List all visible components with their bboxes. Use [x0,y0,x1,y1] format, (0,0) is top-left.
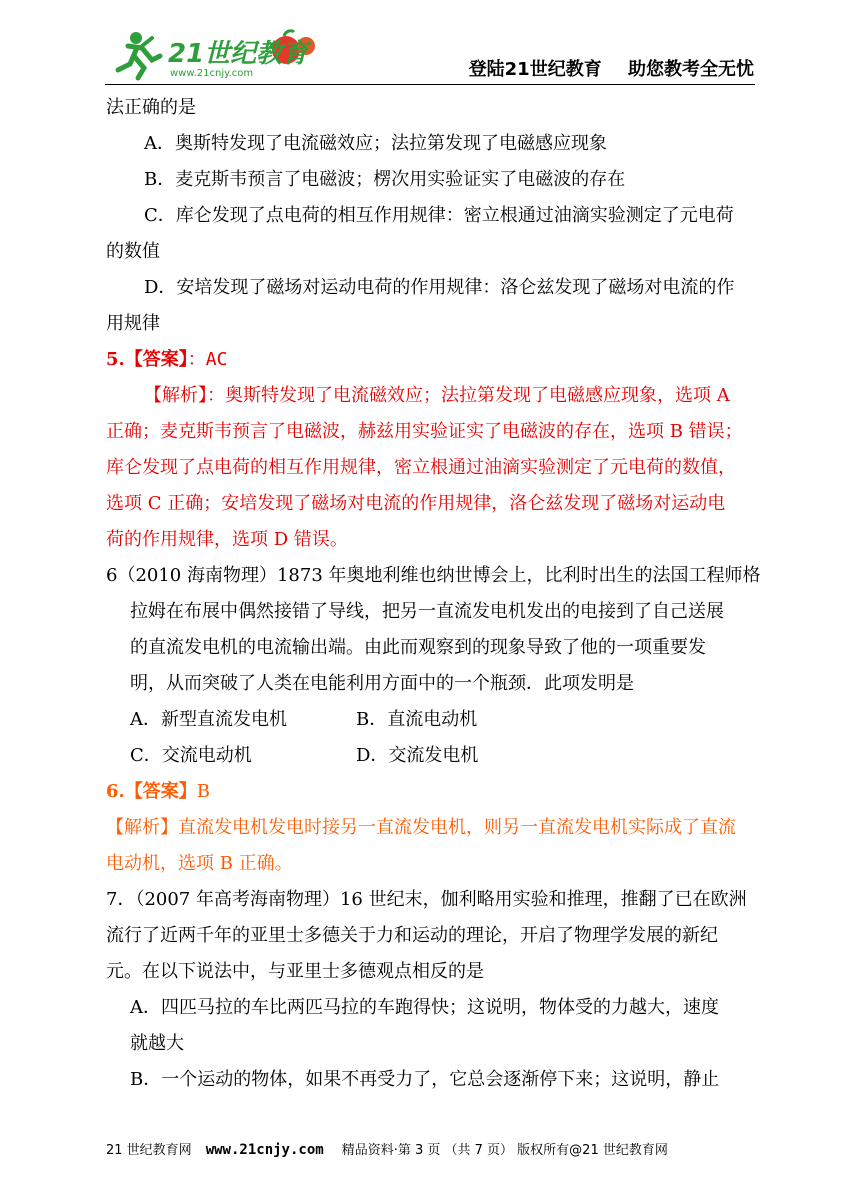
q7-stem-line: 元。在以下说法中，与亚里士多德观点相反的是 [106,961,484,982]
q7-option-a: A．四匹马拉的车比两匹马拉的车跑得快；这说明，物体受的力越大，速度 [130,997,719,1018]
explanation-6-line: 电动机，选项 B 正确。 [106,853,293,874]
explanation-6-line: 【解析】直流发电机发电时接另一直流发电机，则另一直流发电机实际成了直流 [106,817,736,838]
logo-url: www.21cnjy.com [170,68,254,79]
q6-options-cd [106,738,754,774]
header-divider [105,84,755,85]
q6-stem-line: 明，从而突破了人类在电能利用方面中的一个瓶颈．此项发明是 [130,673,634,694]
q4-option-d: D．安培发现了磁场对运动电荷的作用规律：洛仑兹发现了磁场对电流的作 [144,277,735,298]
q4-stem-tail: 法正确的是 [106,97,196,118]
footer-page-info: 精品资料·第 3 页 （共 7 页） 版权所有@21 世纪教育网 [341,1143,668,1158]
header-slogan-right: 助您教考全无忧 [628,59,754,80]
logo-text: 21世纪教育 [168,39,309,69]
q6-options-ab [106,702,754,738]
page-footer [106,1139,668,1158]
answer-5 [106,342,754,378]
header-slogan-left: 登陆21世纪教育 [468,59,602,80]
q7-stem-line: 流行了近两千年的亚里士多德关于力和运动的理论，开启了物理学发展的新纪 [106,925,718,946]
q6-option-c: C．交流电动机 [130,745,252,766]
document-body [106,90,761,1098]
footer-url-link[interactable]: www.21cnjy.com [205,1142,324,1158]
q4-option-d-cont: 用规律 [106,313,160,334]
q6-option-d: D．交流发电机 [356,745,479,766]
q7-option-b: B．一个运动的物体，如果不再受力了，它总会逐渐停下来；这说明，静止 [130,1069,720,1090]
q4-option-b: B．麦克斯韦预言了电磁波；楞次用实验证实了电磁波的存在 [144,169,626,190]
answer-5-label: 5.【答案】 [106,349,188,370]
answer-6-value: B [196,781,211,802]
q4-option-c-cont: 的数值 [106,241,160,262]
q6-option-b: B．直流电动机 [356,709,478,730]
q7-stem: 7．（2007 年高考海南物理）16 世纪末，伽利略用实验和推理，推翻了已在欧洲 [106,889,747,910]
answer-5-value: ：AC [187,349,228,370]
site-logo[interactable] [108,26,318,82]
explanation-5-line: 库仑发现了点电荷的相互作用规律，密立根通过油滴实验测定了元电荷的数值， [106,457,736,478]
q7-option-a-cont: 就越大 [130,1033,184,1054]
runner-icon [118,32,160,78]
explanation-5-line: 正确；麦克斯韦预言了电磁波，赫兹用实验证实了电磁波的存在，选项 B 错误； [106,421,743,442]
q6-stem: 6（2010 海南物理）1873 年奥地利维也纳世博会上，比利时出生的法国工程师格 [106,565,761,586]
explanation-5-line: 【解析】：奥斯特发现了电流磁效应；法拉第发现了电磁感应现象，选项 A [144,385,730,406]
q4-option-a: A．奥斯特发现了电流磁效应；法拉第发现了电磁感应现象 [144,133,607,154]
answer-6 [106,774,754,810]
header-slogan [449,55,754,81]
footer-site: 21 世纪教育网 [106,1143,192,1158]
q6-stem-line: 的直流发电机的电流输出端。由此而观察到的现象导致了他的一项重要发 [130,637,706,658]
answer-6-label: 6.【答案】 [106,781,197,802]
q6-option-a: A．新型直流发电机 [130,709,287,730]
explanation-5-line: 选项 C 正确；安培发现了磁场对电流的作用规律，洛仑兹发现了磁场对运动电 [106,493,726,514]
q6-stem-line: 拉姆在布展中偶然接错了导线，把另一直流发电机发出的电接到了自己送展 [130,601,724,622]
explanation-5-line: 荷的作用规律，选项 D 错误。 [106,529,348,550]
q4-option-c: C．库仑发现了点电荷的相互作用规律：密立根通过油滴实验测定了元电荷 [144,205,734,226]
